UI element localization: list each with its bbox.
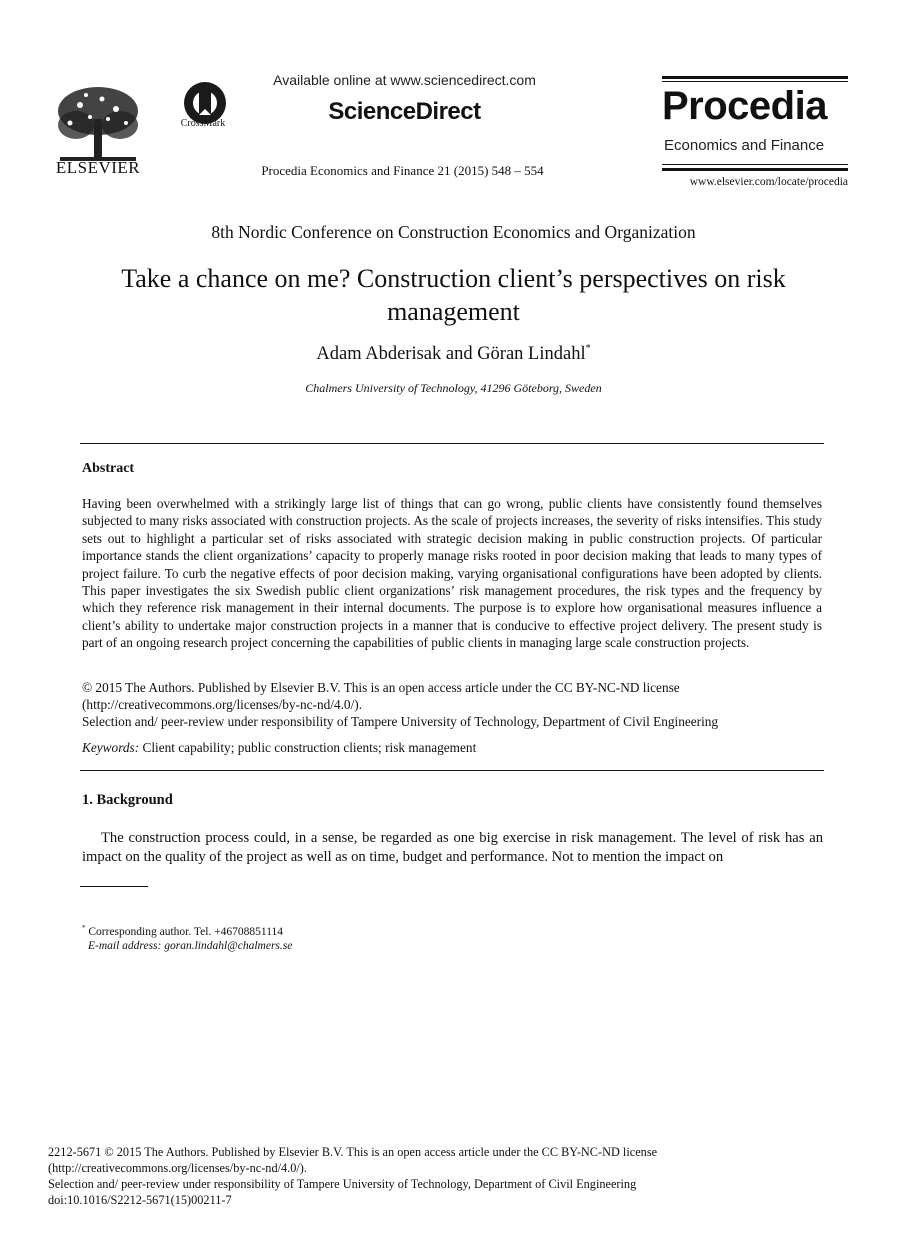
abstract-body: Having been overwhelmed with a strikingly large list of things that can go wrong, public clients have consistently found themselves subjected to many risks associated with construction projects. As the scale of projects increases, the severity of risks intensifies. This study sets out to highlight a particular set of risks associated with strategic decision making in public construction projects. Of particular importance stands the client organizations’ capacity to properly manage risks rooted in poor decision making that leads to many types of project failure. To curb the negative effects of poor decision making, varying organisational configurations have been adopted by clients. This paper investigates the six Swedish public client organizations’ risk management procedures, the risk types and the frequency by which they reference risk management in their internal documents. The purpose is to explore how organisational measures influence a client’s ability to undertake major construction projects in a manner that is conducive to effective project delivery. The present study is part of an ongoing research project concerning the capabilities of public clients in managing large scale construction projects. [82,496,822,651]
procedia-rule [662,168,848,171]
section-body: The construction process could, in a sense, be regarded as one big exercise in risk management. The level of risk has an impact on the quality of the project as well as on time, budget and performance. Not to mention the impact on [82,830,823,865]
license-link[interactable]: (http://creativecommons.org/licenses/by-nc-nd/4.0/). [82,697,363,712]
keywords-list: Client capability; public construction clients; risk management [142,740,477,755]
journal-url-link[interactable]: www.elsevier.com/locate/procedia [689,176,848,188]
bottom-peer-review: Selection and/ peer-review under responsibility of Tampere University of Technology, Department of Civil Engineering [48,1177,637,1191]
paper-authors [0,343,907,365]
peer-review-note: Selection and/ peer-review under responsibility of Tampere University of Technology, Department of Civil Engineering [82,714,719,729]
footnote-corresponding [82,924,283,938]
procedia-rule [662,164,848,165]
footnote-mark: * [82,924,86,932]
journal-reference: Procedia Economics and Finance 21 (2015) 548 – 554 [261,163,544,178]
procedia-subtitle: Economics and Finance [664,137,825,154]
email-label: E-mail address: [88,940,162,952]
affiliation: Chalmers University of Technology, 41296 Göteborg, Sweden [305,381,602,395]
procedia-logo: Procedia [662,84,827,128]
keywords-label: Keywords: [82,740,140,755]
procedia-rule [662,81,848,82]
author-footnote-mark: * [585,343,591,354]
available-online-text: Available online at www.sciencedirect.com [273,72,536,88]
doi[interactable]: doi:10.1016/S2212-5671(15)00211-7 [48,1193,232,1207]
email-link[interactable]: goran.lindahl@chalmers.se [164,940,293,952]
sciencedirect-logo: ScienceDirect [328,98,481,125]
divider [80,443,824,444]
conference-name: 8th Nordic Conference on Construction Economics and Organization [211,222,696,242]
procedia-rule [662,76,848,79]
issn-copyright: 2212-5671 © 2015 The Authors. Published by Elsevier B.V. This is an open access article under the CC BY-NC-ND license [48,1145,658,1159]
divider [80,770,824,771]
footnote-divider [80,886,148,887]
abstract-heading: Abstract [82,461,135,476]
section-heading: 1. Background [82,792,173,808]
authors-text: Adam Abderisak and Göran Lindahl [316,344,586,364]
copyright-line: © 2015 The Authors. Published by Elsevier B.V. This is an open access article under the CC BY-NC-ND license [82,680,680,695]
elsevier-wordmark: ELSEVIER [55,158,141,177]
corresponding-author: Corresponding author. Tel. +46708851114 [88,926,284,938]
crossmark-label: CrossMark [180,118,226,129]
paper-title: Take a chance on me? Construction client’s perspectives on risk management [121,264,786,326]
bottom-license-link[interactable]: (http://creativecommons.org/licenses/by-nc-nd/4.0/). [48,1161,307,1175]
keywords [82,739,476,756]
footnote-email [88,940,292,952]
